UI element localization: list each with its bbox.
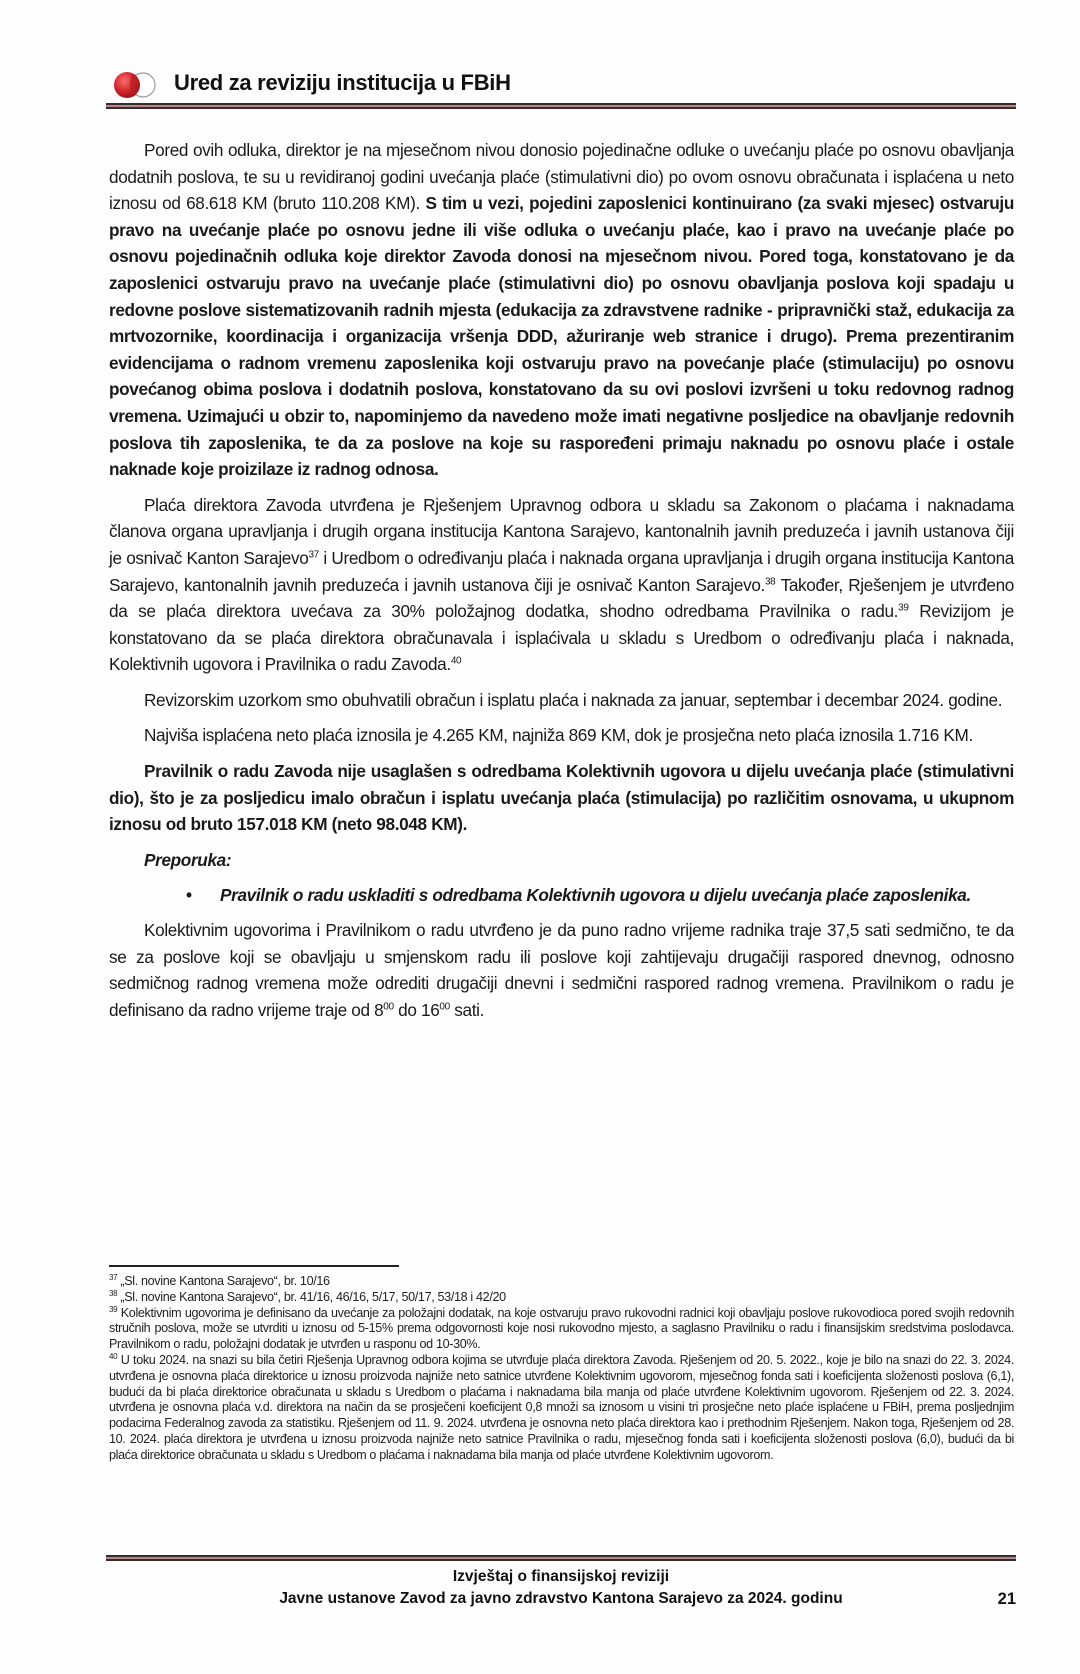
superscript-minutes: 00 (439, 1001, 450, 1013)
footnote-number: 38 (109, 1288, 118, 1298)
paragraph-finding (109, 758, 1014, 838)
recommendation-text: Pravilnik o radu uskladiti s odredbama Kolektivnih ugovora u dijelu uvećanja plaće zaposlenika. (220, 885, 971, 906)
page-footer (106, 1566, 1016, 1610)
page-number: 21 (997, 1590, 1016, 1608)
audit-finding-text: Pravilnik o radu Zavoda nije usaglašen s odredbama Kolektivnih ugovora u dijelu uvećanja plaće (stimulativni dio), što je za posljedicu imalo obračun i isplatu uvećanja plaća (stimulacija) po različitim osnovama, u ukupnom iznosu od bruto 157.018 KM (neto 98.048 KM). (109, 761, 1014, 835)
footnote-text: „Sl. novine Kantona Sarajevo“, br. 41/16, 46/16, 5/17, 50/17, 53/18 i 42/20 (117, 1289, 506, 1304)
bullet-icon: • (186, 885, 192, 906)
footnote-divider (109, 1265, 399, 1267)
recommendation-list (109, 882, 1014, 909)
paragraph-salary-stats: Najviša isplaćena neto plaća iznosila je 4.265 KM, najniža 869 KM, dok je prosječna neto plaća iznosila 1.716 KM. (144, 725, 973, 746)
paragraph-text: Također, Rješenjem je utvrđeno da se plaća direktora uvećava za 30% položajnog dodatka, shodno odredbama Pravilnika o radu. (109, 574, 1014, 622)
page-header (110, 67, 1015, 107)
footnote-text: Kolektivnim ugovorima je definisano da uvećanje za položajni dodatak, na koje ostvaruju pravo rukovodni radnici koji obavljaju poslove rukovodioca pored svojih redovnih stručnih poslova, može se utvrditi u iznosu od 5-15% prema odgovornosti koje nosi rukovodno mjesto, a saglasno Pravilniku o radu i finansijskim sredstvima poslodavca. Pravilnikom o radu, položajni dodatak je utvrđen u rasponu od 10-30%. (109, 1305, 1014, 1352)
footnote-text: U toku 2024. na snazi su bila četiri Rješenja Upravnog odbora kojima se utvrđuje plaća direktora Zavoda. Rješenjem od 20. 5. 2022., koje je bilo na snazi do 22. 3. 2024. utvrđena je osnovna plaća direktorice u iznosu proizvoda najniže neto satnice utvrđene Kolektivnim ugovorom, mjesečnog fonda sati i koeficijenta složenosti poslova (6,1), budući da bi plaća direktorice obračunata u skladu s Uredbom o plaćama i naknadama bila manja od plaće utvrđene Kolektivnim ugovorom. Rješenjem od 22. 3. 2024. utvrđena je osnovna plaća v.d. direktora na način da se prosječeni koeficijent 0,8 množi sa iznosom u visini tri prosječne neto plaće isplaćene u FBiH, prema posljednjim podacima Federalnog zavoda za statistiku. Rješenjem od 11. 9. 2024. utvrđena je osnovna neto plaća direktora kao i prethodnim Rješenjem. Nakon toga, Rješenjem od 28. 10. 2024. plaća direktora je utvrđena u iznosu proizvoda najniže neto satnice Pravilnika o radu, mjesečnog fonda sati i koeficijenta složenosti poslova (6,0), budući da bi plaća direktorice obračunata u skladu s Uredbom o plaćama i naknadama bila manja od plaće utvrđene Kolektivnim ugovorom. (109, 1352, 1014, 1462)
paragraph-text: i Uredbom o određivanju plaća i naknada organa upravljanja i drugih organa institucija Kantona Sarajevo, kantonalnih javnih preduzeća i javnih ustanova čiji je osnivač Kanton Sarajevo. (109, 547, 1014, 595)
superscript-minutes: 00 (383, 1001, 394, 1013)
footnote-ref-38[interactable]: 38 (764, 575, 776, 587)
paragraph-text: Plaća direktora Zavoda utvrđena je Rješenjem Upravnog odbora u skladu sa Zakonom o plaćama i naknadama članova organa upravljanja i drugih organa institucija Kantona Sarajevo, kantonalnih javnih preduzeća i javnih ustanova čiji je osnivač Kanton Sarajevo (109, 494, 1014, 568)
paragraph-text: do 16 (393, 999, 440, 1020)
footnote-40 (109, 1353, 1014, 1464)
recommendation-item (109, 882, 1014, 909)
paragraph-text: Revizijom je konstatovano da se plaća direktora obračunavala i isplaćivala u skladu s Uredbom o određivanju plaća i naknada, Kolektivnih ugovora i Pravilnika o radu Zavoda. (109, 601, 1014, 675)
paragraph-working-hours (109, 917, 1014, 1023)
footnote-38 (109, 1290, 1014, 1306)
report-title: Izvještaj o finansijskoj reviziji (452, 1568, 670, 1585)
report-subtitle: Javne ustanove Zavod za javno zdravstvo Kantona Sarajevo za 2024. godinu (279, 1590, 843, 1607)
footnote-ref-37[interactable]: 37 (308, 549, 319, 561)
footnote-number: 39 (109, 1304, 118, 1314)
footnote-number: 37 (109, 1272, 118, 1282)
footnote-ref-40[interactable]: 40 (450, 655, 462, 667)
paragraph-text: Pored ovih odluka, direktor je na mjesečnom nivou donosio pojedinačne odluke o uvećanju plaće po osnovu obavljanja dodatnih poslova, te su u revidiranoj godini uvećanja plaće (stimulativni dio) po ovom osnovu obračunata i isplaćena u neto iznosu od 68.618 KM (bruto 110.208 KM). (109, 140, 1014, 214)
red-and-white-circles-logo-icon (110, 70, 162, 100)
main-body (109, 137, 1014, 1032)
recommendation-label: Preporuka: (144, 849, 232, 870)
footnotes (109, 1274, 1014, 1464)
organization-title: Ured za reviziju institucija u FBiH (174, 70, 511, 95)
paragraph-salary-increase (109, 137, 1014, 483)
footnote-ref-39[interactable]: 39 (898, 602, 909, 614)
paragraph-text: sati. (449, 999, 485, 1020)
header-divider (106, 103, 1016, 109)
audit-finding-text: S tim u vezi, pojedini zaposlenici kontinuirano (za svaki mjesec) ostvaruju pravo na uvećanje plaće po osnovu jedne ili više odluka o uvećanju plaće, kao i pravo na uvećanje plaće po osnovu pojedinačnih odluka koje direktor Zavoda donosi na mjesečnom nivou. Pored toga, konstatovano je da zaposlenici ostvaruju pravo na uvećanje plaće (stimulativni dio) po osnovu obavljanja poslova koji spadaju u redovne poslove sistematizovanih radnih mjesta (edukacija za zdravstvene radnike - pripravnički staž, edukacija za mrtvozornike, koordinacija i organizacija vršenja DDD, ažuriranje web stranice i drugo). Prema prezentiranim evidencijama o radnom vremenu zaposlenika koji ostvaruju pravo na povećanje plaće (stimulaciju) po osnovu povećanog obima poslova i dodatnih poslova, konstatovano da su ovi poslovi izvršeni u toku redovnog radnog vremena. Uzimajući u obzir to, napominjemo da navedeno može imati negativne posljedice na obavljanje redovnih poslova tih zaposlenika, te da za poslove na koje su raspoređeni primaju naknadu po osnovu plaće i ostale naknade koje proizilaze iz radnog odnosa. (109, 193, 1014, 480)
footnote-number: 40 (109, 1351, 118, 1361)
footnote-37 (109, 1274, 1014, 1290)
paragraph-audit-sample: Revizorskim uzorkom smo obuhvatili obračun i isplatu plaća i naknada za januar, septembar i decembar 2024. godine. (144, 689, 1003, 710)
footnote-39 (109, 1306, 1014, 1353)
footer-divider (106, 1555, 1016, 1561)
paragraph-text: Kolektivnim ugovorima i Pravilnikom o radu utvrđeno je da puno radno vrijeme radnika traje 37,5 sati sedmično, te da se za poslove koji se obavljaju u smjenskom radu ili poslove koji zahtijevaju drugačiji raspored dnevnog, odnosno sedmičnog radnog vremena može odrediti drugačiji dnevni i sedmični raspored radnog vremena. Pravilnikom o radu je definisano da radno vrijeme traje od 8 (109, 920, 1014, 1020)
paragraph-director-salary (109, 492, 1014, 678)
footnote-text: „Sl. novine Kantona Sarajevo“, br. 10/16 (117, 1274, 330, 1288)
